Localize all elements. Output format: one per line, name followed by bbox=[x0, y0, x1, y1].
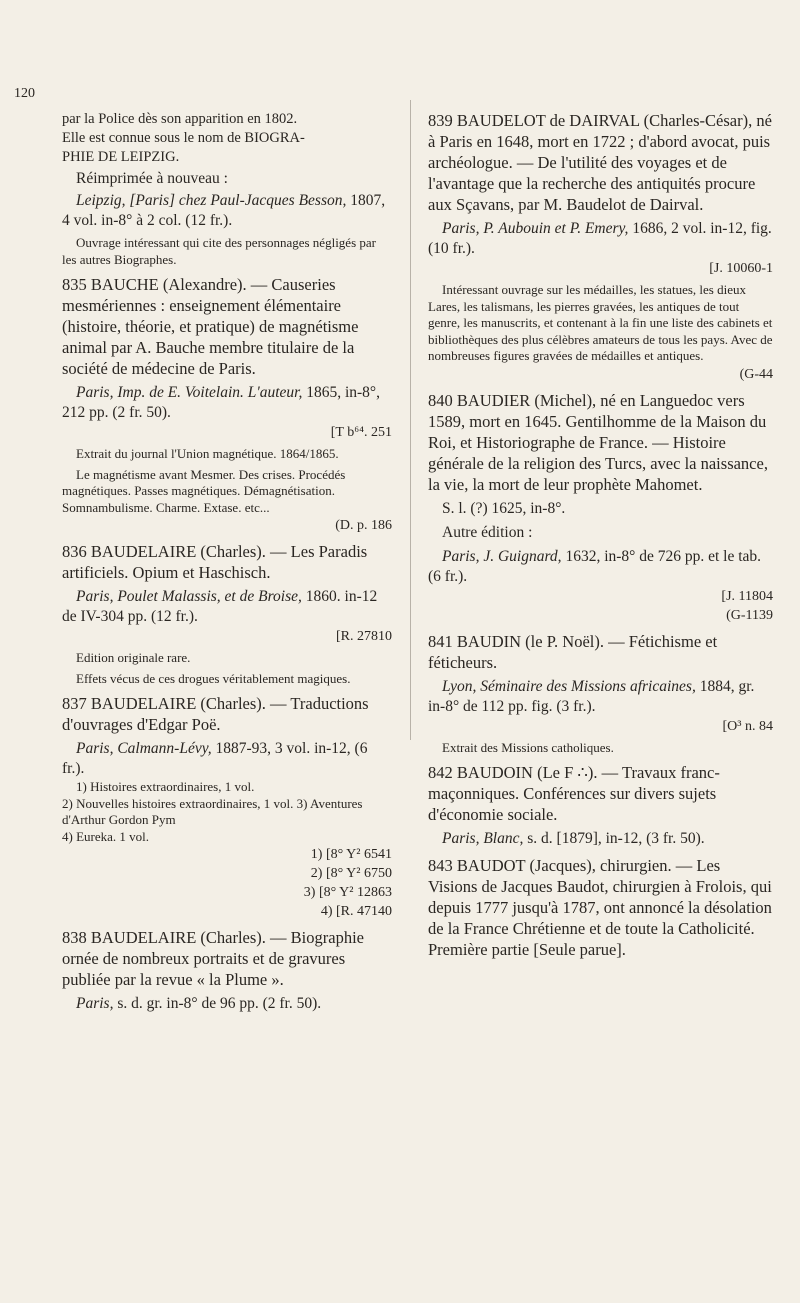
edition-line bbox=[62, 191, 392, 231]
shelfmark: 2) [8° Y² 6750 bbox=[310, 866, 392, 881]
edition-imprint: Paris, Poulet Malassis, et de Broise, bbox=[76, 588, 302, 605]
entry-836: 836 BAUDELAIRE (Charles). — Les Paradis artificiels. Opium et Haschisch. bbox=[62, 542, 368, 582]
volume-item: 1) Histoires extraordinaires, 1 vol. bbox=[76, 779, 255, 794]
edition-line bbox=[62, 587, 392, 627]
right-column bbox=[428, 110, 773, 960]
edition-details: s. d. gr. in-8° de 96 pp. (2 fr. 50). bbox=[117, 995, 322, 1012]
left-column bbox=[62, 110, 392, 1014]
edition-imprint: Paris, P. Aubouin et P. Emery, bbox=[442, 220, 629, 237]
entry-note: Edition originale rare. bbox=[76, 650, 191, 665]
entry-840: 840 BAUDIER (Michel), né en Languedoc vers 1589, mort en 1645. Gentilhomme de la Maison du Roi, et Historiographe de France. — Histoire générale de la religion des Turcs, avec la naissance, la vie, la mort de leur prophète Mahomet. bbox=[428, 390, 768, 494]
entry-842: 842 BAUDOIN (Le F ∴). — Travaux franc-maçonniques. Conférences sur divers sujets d'économie sociale. bbox=[428, 763, 720, 824]
entry-837: 837 BAUDELAIRE (Charles). — Traductions d'ouvrages d'Edgar Poë. bbox=[62, 694, 369, 734]
edition-imprint: Lyon, Séminaire des Missions africaines, bbox=[442, 677, 696, 695]
entry-note: Intéressant ouvrage sur les médailles, les statues, les dieux Lares, les talismans, les pierres gravées, les antiques de tout genre, les manuscrits, et contenant à la fin une liste des cabinets et bibliothèques des plus célèbres amateurs de tous les pays. Avec de nombreuses figures gravées de médailles et antiques. bbox=[428, 282, 773, 363]
other-edition-label: Autre édition : bbox=[442, 523, 533, 541]
entry-841: 841 BAUDIN (le P. Noël). — Fétichisme et féticheurs. bbox=[428, 631, 718, 672]
edition-line bbox=[428, 677, 773, 717]
entry-843: 843 BAUDOT (Jacques), chirurgien. — Les Visions de Jacques Baudot, chirurgien à Frolois, qui depuis 1777 jusqu'à 1787, ont annoncé la désolation de la France Chrétienne et de toute la Catholicité. Première partie [Seule parue]. bbox=[428, 856, 772, 959]
entry-note: Le magnétisme avant Mesmer. Des crises. Procédés magnétiques. Passes magnétiques. Démagnétisation. Somnambulisme. Charme. Extase. etc... bbox=[62, 466, 346, 515]
entry-839: 839 BAUDELOT de DAIRVAL (Charles-César), né à Paris en 1648, mort en 1722 ; d'abord avocat, puis archéologue. — De l'utilité des voyages et de l'avantage que la recherche des antiquités procure aux Sçavans, par M. Baudelot de Dairval. bbox=[428, 111, 772, 214]
column-divider bbox=[410, 100, 411, 740]
entry-838: 838 BAUDELAIRE (Charles). — Biographie ornée de nombreux portraits et de gravures publiée par la revue « la Plume ». bbox=[62, 928, 364, 989]
edition-details: 1860. in-12 de IV-304 pp. (12 fr.). bbox=[62, 588, 378, 625]
edition-imprint: Paris, bbox=[76, 995, 114, 1012]
edition-imprint: Paris, Calmann-Lévy, bbox=[76, 740, 212, 757]
shelfmark: [J. 11804 bbox=[721, 588, 773, 604]
volume-item: 4) Eureka. 1 vol. bbox=[62, 828, 150, 844]
edition-details: 1887-93, 3 vol. in-12, (6 fr.). bbox=[62, 740, 368, 777]
shelfmark: [J. 10060-1 bbox=[709, 261, 773, 276]
page-number: 120 bbox=[14, 86, 35, 101]
shelfmark: (G-1139 bbox=[726, 607, 773, 623]
entry-note: Ouvrage intéressant qui cite des personnages négligés par les autres Biographes. bbox=[62, 235, 376, 267]
edition-line bbox=[428, 829, 773, 849]
continuation-line: par la Police dès son apparition en 1802. bbox=[62, 111, 298, 127]
edition-imprint: Leipzig, [Paris] chez Paul-Jacques Besson, bbox=[76, 192, 347, 209]
edition-details: 1632, in-8° de 726 pp. et le tab. (6 fr.). bbox=[428, 547, 762, 585]
edition-details: 1884, gr. in-8° de 112 pp. fig. (3 fr.). bbox=[428, 677, 755, 715]
edition-details: s. d. [1879], in-12, (3 fr. 50). bbox=[527, 830, 705, 847]
edition-imprint: Paris, Blanc, bbox=[442, 830, 524, 847]
edition-line bbox=[428, 547, 773, 587]
shelfmark: [R. 27810 bbox=[336, 629, 392, 644]
edition-details: 1686, 2 vol. in-12, fig. (10 fr.). bbox=[428, 220, 772, 257]
shelfmark: [T b⁶⁴. 251 bbox=[330, 425, 392, 440]
entry-note: Extrait du journal l'Union magnétique. 1864/1865. bbox=[76, 446, 339, 461]
shelfmark: (D. p. 186 bbox=[335, 518, 392, 533]
edition-imprint: Paris, Imp. de E. Voitelain. L'auteur, bbox=[76, 384, 303, 401]
continuation-line: Elle est connue sous le nom de BIOGRA- bbox=[62, 130, 305, 146]
shelfmark: 4) [R. 47140 bbox=[320, 904, 392, 919]
shelfmark: 3) [8° Y² 12863 bbox=[303, 885, 392, 900]
entry-note: Extrait des Missions catholiques. bbox=[442, 739, 614, 755]
edition-details: 1807, 4 vol. in-8° à 2 col. (12 fr.). bbox=[62, 192, 386, 229]
edition-imprint: Paris, J. Guignard, bbox=[442, 547, 562, 565]
edition-details: 1865, in-8°, 212 pp. (2 fr. 50). bbox=[62, 384, 381, 421]
shelfmark: 1) [8° Y² 6541 bbox=[310, 847, 392, 862]
edition-line: S. l. (?) 1625, in-8°. bbox=[442, 499, 566, 517]
continuation-line: PHIE DE LEIPZIG. bbox=[62, 149, 180, 165]
reprint-label: Réimprimée à nouveau : bbox=[76, 170, 228, 187]
edition-line bbox=[62, 994, 392, 1014]
edition-line bbox=[62, 383, 392, 423]
volume-item: 2) Nouvelles histoires extraordinaires, 1 vol. 3) Aventures d'Arthur Gordon Pym bbox=[62, 795, 363, 827]
shelfmark: [O³ n. 84 bbox=[722, 718, 773, 734]
edition-line bbox=[428, 219, 773, 259]
entry-835: 835 BAUCHE (Alexandre). — Causeries mesmériennes : enseignement élémentaire (histoire, théorie, et pratique) de magnétisme animal par A. Bauche membre titulaire de la société de médecine de Paris. bbox=[62, 275, 359, 378]
shelfmark: (G-44 bbox=[739, 366, 773, 382]
entry-note: Effets vécus de ces drogues véritablement magiques. bbox=[76, 670, 351, 686]
edition-line bbox=[62, 739, 392, 779]
